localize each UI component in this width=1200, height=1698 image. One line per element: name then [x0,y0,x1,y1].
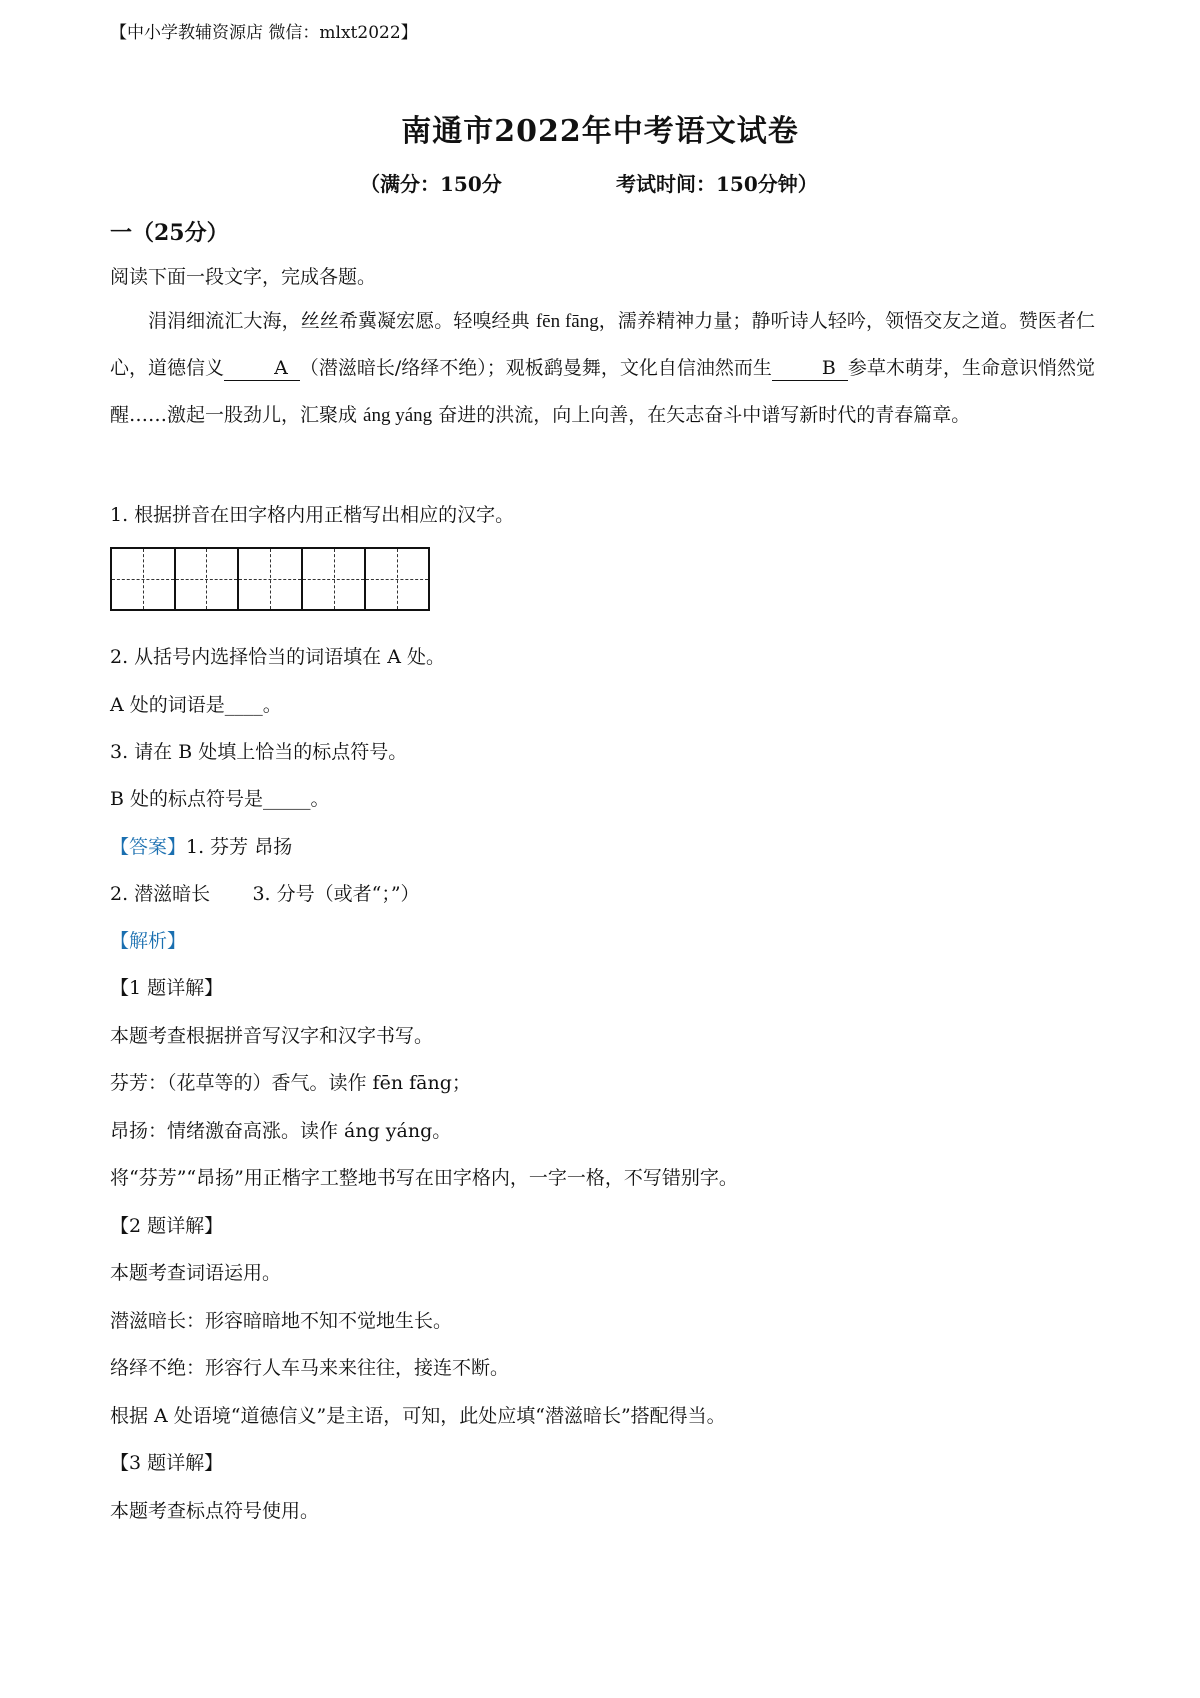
answer-tag: 【答案】 [110,836,187,858]
grid-cell[interactable] [112,549,176,609]
detail-1-heading: 【1 题详解】 [110,977,224,999]
full-score: （满分：150分 [360,172,502,196]
detail-2-line-3: 络绎不绝：形容行人车马来来往往，接连不断。 [110,1357,510,1379]
blank-b: B [772,357,848,381]
detail-1-line-3: 昂扬：情绪激奋高涨。读作 áng yáng。 [110,1120,452,1142]
detail-2-heading: 【2 题详解】 [110,1215,224,1237]
grid-cell[interactable] [176,549,240,609]
passage-part2: ，濡养精神力量；静听诗人轻吟，领悟交友之道。赞医者仁心，道德信义 [110,310,1095,379]
question-3: 3. 请在 B 处填上恰当的标点符号。 [110,741,408,763]
detail-1-line-1: 本题考查根据拼音写汉字和汉字书写。 [110,1025,434,1047]
answer-line-2: 2. 潜滋暗长 3. 分号（或者“；”） [110,883,420,905]
answer-line-1 [110,832,292,859]
detail-2-line-4: 根据 A 处语境“道德信义”是主语，可知，此处应填“潜滋暗长”搭配得当。 [110,1405,726,1427]
page-title: 南通市2022年中考语文试卷 [401,114,799,149]
grid-cell[interactable] [303,549,367,609]
grid-cell[interactable] [366,549,428,609]
tianzige-grid [110,547,430,611]
answer-text-1: 1. 芬芳 昂扬 [186,836,293,858]
passage-part4: 参草木萌芽，生命意识悄然觉醒……激起一股劲儿，汇聚成 [110,357,1095,426]
header-tag: 【中小学教辅资源店 微信：mlxt2022】 [110,23,418,43]
grid-cell[interactable] [239,549,303,609]
pinyin-angyang: áng yáng [363,405,433,426]
section-heading: 一（25分） [110,220,229,246]
reading-passage [110,298,1095,439]
detail-1-line-2: 芬芳：（花草等的）香气。读作 fēn fāng； [110,1072,471,1094]
question-3-prompt: B 处的标点符号是_____。 [110,788,330,810]
analysis-tag: 【解析】 [110,930,187,952]
detail-2-line-1: 本题考查词语运用。 [110,1262,282,1284]
question-1: 1. 根据拼音在田字格内用正楷写出相应的汉字。 [110,504,515,526]
exam-time: 考试时间：150分钟） [616,172,818,196]
passage-part3: （潜滋暗长/络绎不绝）；观板鹞曼舞，文化自信油然而生 [299,357,772,379]
detail-1-line-4: 将“芬芳”“昂扬”用正楷字工整地书写在田字格内，一字一格，不写错别字。 [110,1167,738,1189]
detail-3-heading: 【3 题详解】 [110,1452,224,1474]
passage-part5: 奋进的洪流，向上向善，在矢志奋斗中谱写新时代的青春篇章。 [432,404,971,426]
detail-3-line-1: 本题考查标点符号使用。 [110,1500,320,1522]
detail-2-line-2: 潜滋暗长：形容暗暗地不知不觉地生长。 [110,1310,453,1332]
blank-a: A [224,357,300,381]
pinyin-fenfang: fēn fāng [535,311,599,332]
question-2: 2. 从括号内选择恰当的词语填在 A 处。 [110,646,445,668]
instruction: 阅读下面一段文字，完成各题。 [110,266,377,288]
passage-part1: 涓涓细流汇大海，丝丝希冀凝宏愿。轻嗅经典 [148,310,536,332]
question-2-prompt: A 处的词语是____。 [110,694,282,716]
